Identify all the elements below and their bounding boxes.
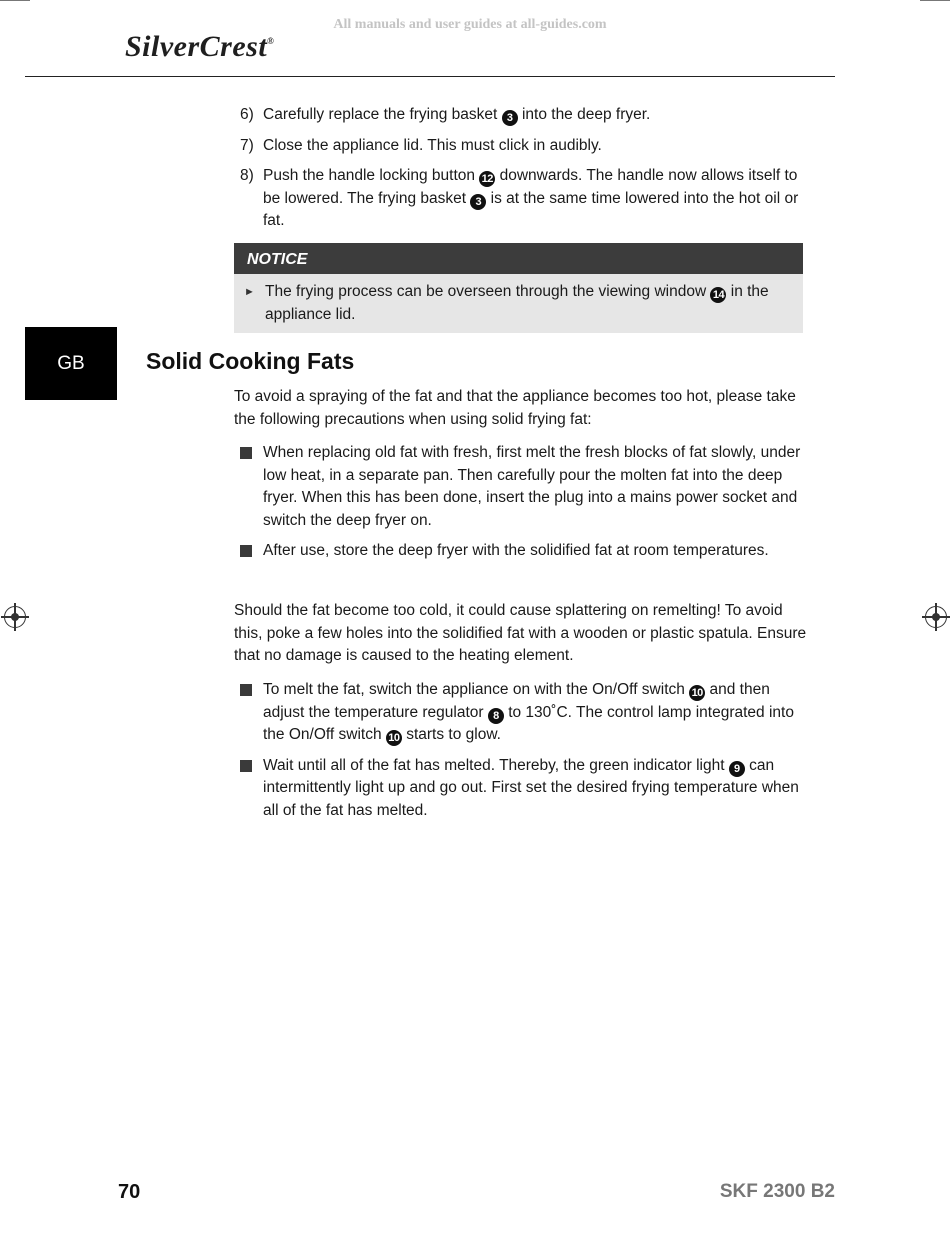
notice-box bbox=[234, 243, 803, 333]
step-text: Carefully replace the frying basket 3 into the deep fryer. bbox=[263, 106, 651, 124]
step-number: 8) bbox=[240, 167, 254, 184]
brand-logo bbox=[125, 30, 274, 64]
callout-badge: 3 bbox=[470, 194, 486, 210]
page-number: 70 bbox=[118, 1181, 141, 1203]
list-item: When replacing old fat with fresh, first melt the fresh blocks of fat slowly, under low heat, in a separate pan. Then carefully pour the molten fat into the deep fryer. When this has been done, insert the plug into a mains power socket and switch the deep fryer on. bbox=[240, 442, 810, 532]
steps-list bbox=[240, 104, 810, 241]
language-tab: GB bbox=[25, 327, 117, 400]
melting-list bbox=[240, 679, 810, 830]
notice-text: The frying process can be overseen through the viewing window 14 in the appliance lid. bbox=[265, 283, 769, 323]
precautions-list bbox=[240, 442, 810, 571]
callout-badge: 10 bbox=[386, 730, 402, 746]
bullet-square-icon bbox=[240, 442, 263, 532]
step-number: 7) bbox=[240, 136, 254, 154]
section-title: Solid Cooking Fats bbox=[146, 348, 355, 374]
notice-body bbox=[234, 274, 803, 333]
bullet-square-icon bbox=[240, 755, 263, 823]
registration-mark-icon bbox=[925, 606, 947, 628]
callout-badge: 9 bbox=[729, 761, 745, 777]
step-text: Push the handle locking button 12 downwards. The handle now allows itself to be lowered. The frying basket 3 is at the same time lowered into the hot oil or fat. bbox=[263, 167, 799, 229]
list-item: After use, store the deep fryer with the solidified fat at room temperatures. bbox=[240, 540, 810, 563]
step-number: 6) bbox=[240, 106, 254, 123]
crop-mark bbox=[920, 0, 950, 1]
cold-fat-paragraph: Should the fat become too cold, it could cause splattering on remelting! To avoid this, poke a few holes into the solidified fat with a wooden or plastic spatula. Ensure that no damage is caused to the heating element. bbox=[234, 602, 807, 664]
model-number: SKF 2300 B2 bbox=[719, 1181, 835, 1202]
callout-badge: 8 bbox=[488, 708, 504, 724]
step-8 bbox=[240, 165, 810, 233]
registration-mark-icon bbox=[4, 606, 26, 628]
registered-mark: ® bbox=[267, 36, 275, 46]
callout-badge: 14 bbox=[710, 287, 726, 303]
list-item: Wait until all of the fat has melted. Thereby, the green indicator light 9 can intermittently light up and go out. First set the desired frying temperature when all of the fat has melted. bbox=[240, 755, 810, 823]
callout-badge: 10 bbox=[689, 685, 705, 701]
crop-mark bbox=[0, 0, 30, 1]
arrow-right-icon: ► bbox=[244, 286, 255, 298]
step-text: Close the appliance lid. This must click in audibly. bbox=[263, 136, 602, 154]
bullet-square-icon bbox=[240, 679, 263, 747]
header-rule bbox=[25, 76, 835, 77]
callout-badge: 12 bbox=[479, 171, 495, 187]
notice-heading: NOTICE bbox=[234, 243, 803, 274]
callout-badge: 3 bbox=[502, 110, 518, 126]
watermark: All manuals and user guides at all-guides.com bbox=[333, 17, 607, 32]
brand-name: SilverCrest bbox=[125, 30, 268, 63]
list-item: To melt the fat, switch the appliance on with the On/Off switch 10 and then adjust the temperature regulator 8 to 130˚C. The control lamp integrated into the On/Off switch 10 starts to glow. bbox=[240, 679, 810, 747]
step-6 bbox=[240, 104, 810, 127]
step-7 bbox=[240, 135, 810, 158]
bullet-square-icon bbox=[240, 540, 263, 563]
intro-paragraph: To avoid a spraying of the fat and that the appliance becomes too hot, please take the following precautions when using solid frying fat: bbox=[234, 388, 796, 428]
